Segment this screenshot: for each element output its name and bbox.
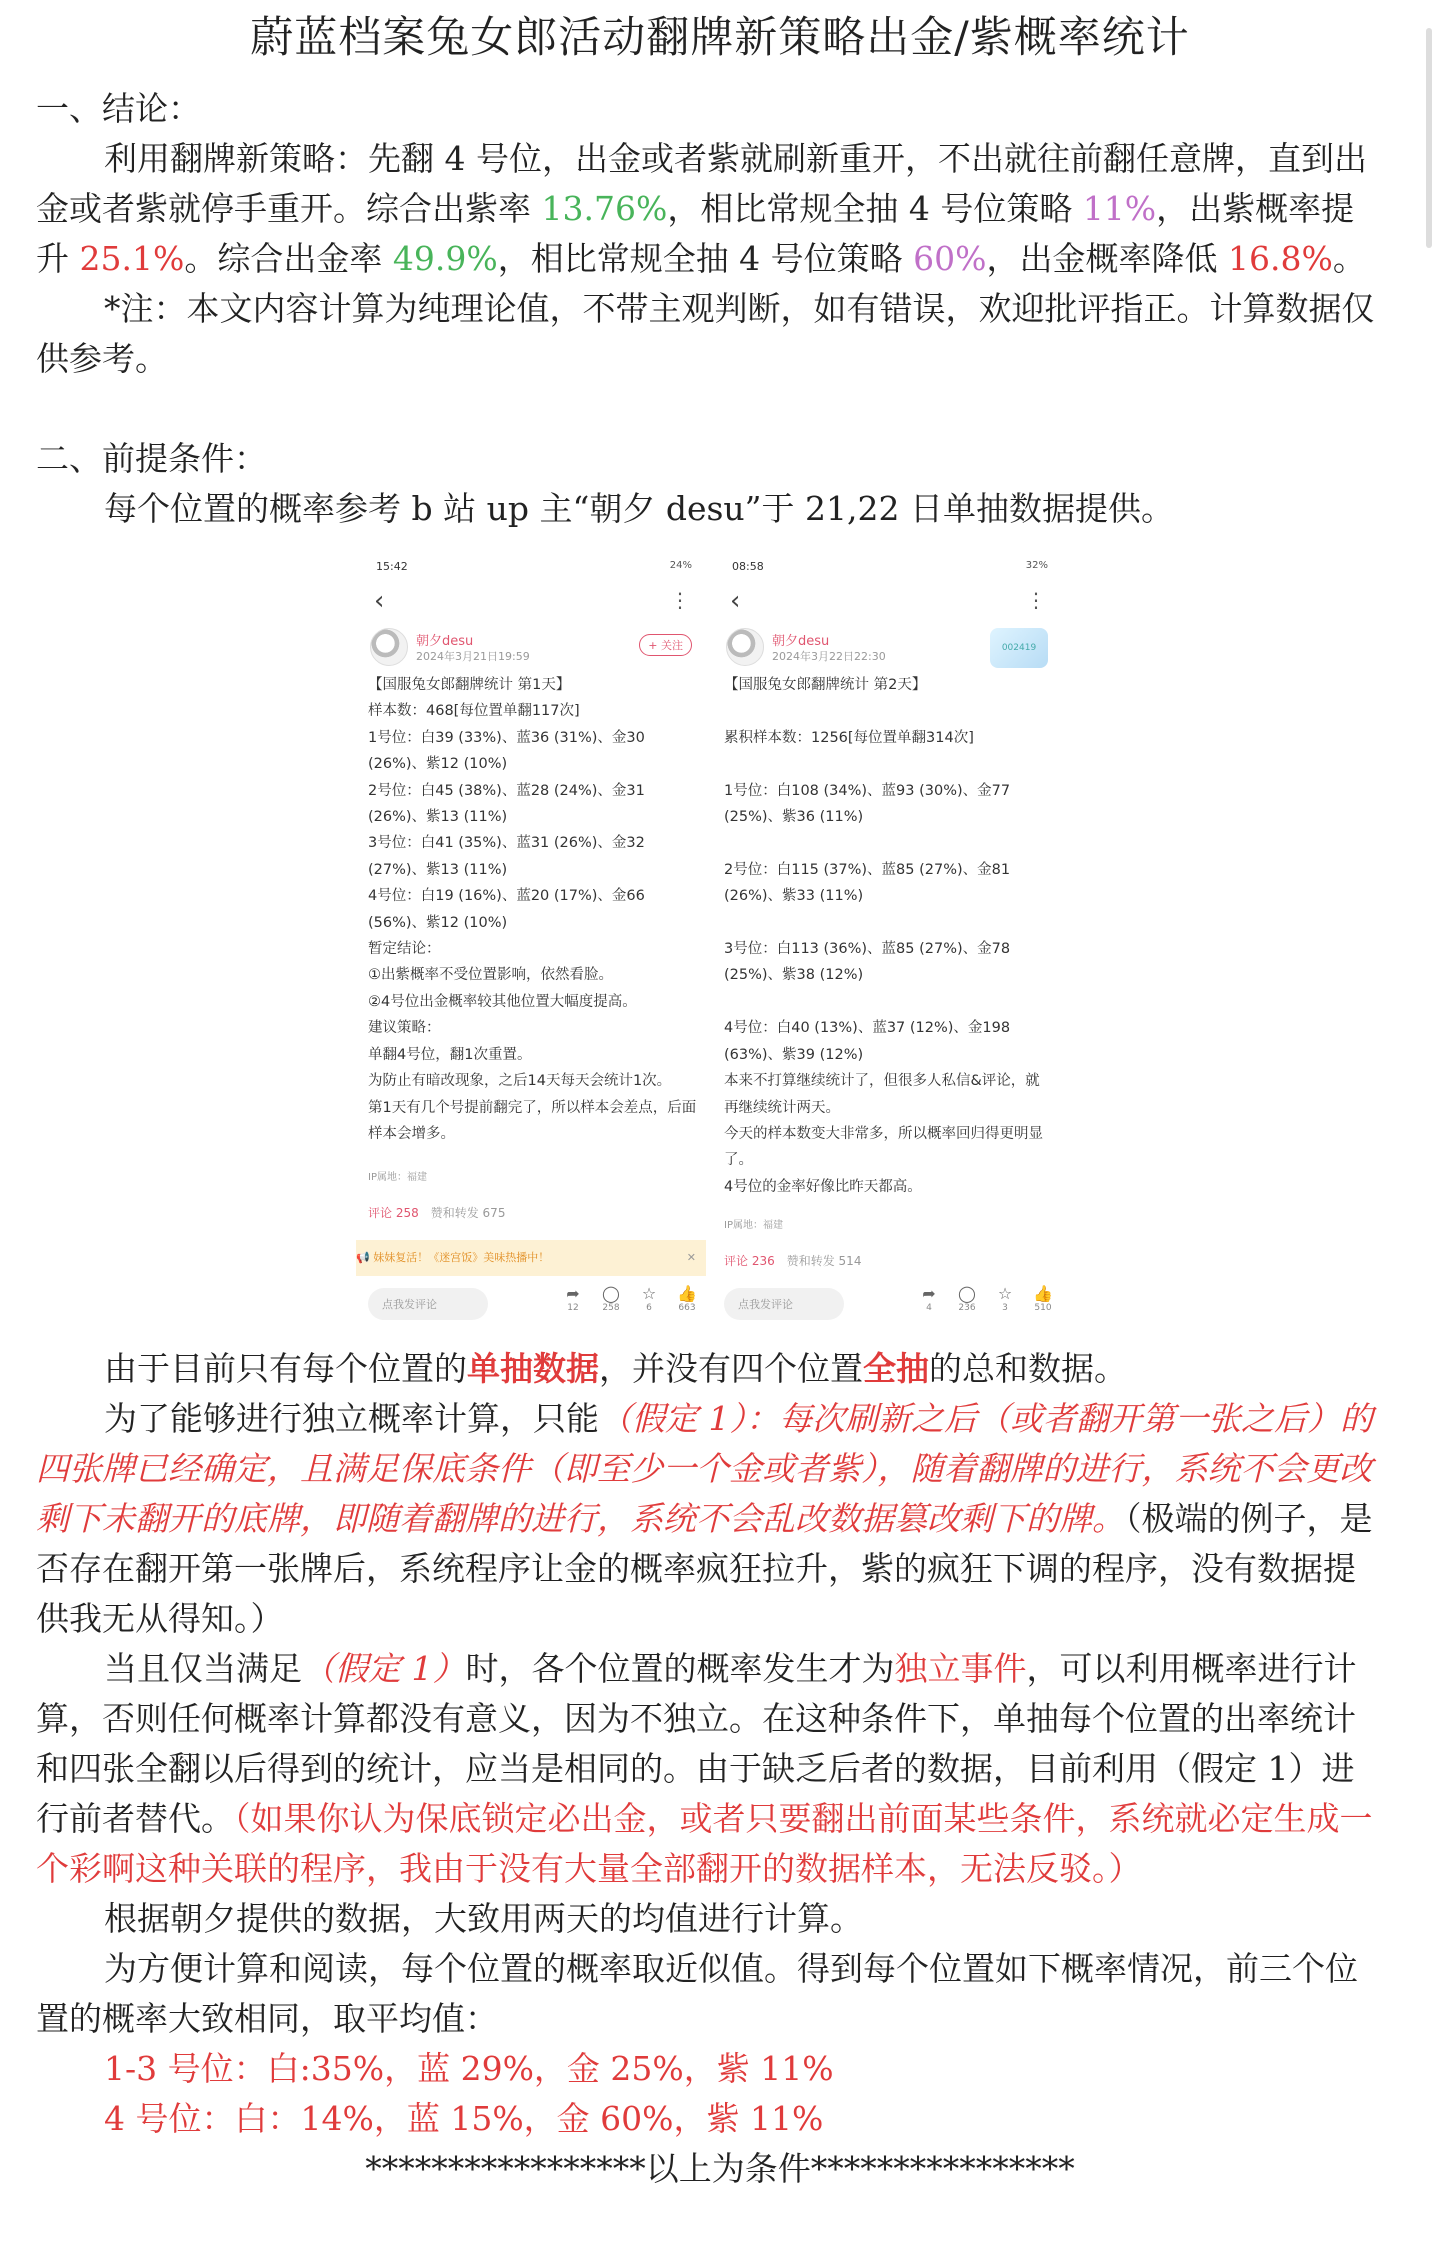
more-icon[interactable]: ⋮ [1026,588,1046,612]
like-icon[interactable]: 👍 663 [677,1284,697,1313]
status-time: 08:58 [732,560,764,573]
back-icon[interactable]: ‹ [374,586,385,616]
star-icon[interactable]: ☆ 6 [641,1284,657,1313]
back-icon[interactable]: ‹ [730,586,741,616]
section-2-heading: 二、前提条件： [36,439,267,478]
post-body: 【国服兔女郎翻牌统计 第2天】 累积样本数：1256[每位置单翻314次] 1号位：白108 (34%)、蓝93 (30%)、金77 (25%)、紫36 (11%) 2号位：白115 (37%)、蓝85 (27%)、金81 (26%)、紫33 (11%) 3号位：白113 (36%)、蓝85 (27%)、金78 (25%)、紫38 (12%) 4号位：白40 (13%)、蓝37 (12%)、金198 (63%)、紫39 (12%) 本来不打算继续统计了，但很多人私信&评论，就再继续统计两天。 今天的样本数变大非常多，所以概率回归得更明显了。 4号位的金率好像比昨天都高。 [724,677,1043,1195]
likes-tab[interactable]: 赞和转发 675 [430,1206,506,1220]
screenshot-day1 [356,548,706,1326]
comment-icon[interactable]: ◯ 258 [602,1284,620,1313]
post-stats [368,1204,505,1221]
ip-location: IP属地：福建 [368,1172,427,1183]
assumption-paragraph: 为了能够进行独立概率计算，只能（假定 1）：每次刷新之后（或者翻开第一张之后）的四张牌已经确定，且满足保底条件（即至少一个金或者紫），随着翻牌的进行，系统不会更改剩下未翻开的底牌，即随着翻牌的进行，系统不会乱改数据篡改剩下的牌。（极端的例子，是否存在翻开第一张牌后，系统程序让金的概率疯狂拉升，紫的疯狂下调的程序，没有数据提供我无从得知。） [36,1399,1373,1638]
post-date: 2024年3月21日19:59 [416,650,530,663]
action-bar [918,1284,1054,1313]
post-date: 2024年3月22日22:30 [772,650,886,663]
note-paragraph: *注：本文内容计算为纯理论值，不带主观判断，如有错误，欢迎批评指正。计算数据仅供参考。 [36,289,1375,378]
source-paragraph: 每个位置的概率参考 b 站 up 主“朝夕 desu”于 21,22 日单抽数据提供。 [104,489,1174,528]
comment-input[interactable]: 点我发评论 [368,1288,488,1320]
page-title: 蔚蓝档案兔女郎活动翻牌新策略出金/紫概率统计 [250,13,1190,63]
average-paragraph: 根据朝夕提供的数据，大致用两天的均值进行计算。 [104,1899,863,1938]
follow-button[interactable]: + 关注 [639,634,692,656]
probability-line-1-3: 1-3 号位：白:35%，蓝 29%，金 25%，紫 11% [104,2049,834,2088]
comment-icon[interactable]: ◯ 236 [958,1284,976,1313]
status-battery: 32% [1025,560,1048,571]
status-time: 15:42 [376,560,408,573]
comments-tab[interactable]: 评论 258 [368,1206,419,1220]
comments-tab[interactable]: 评论 236 [724,1254,775,1268]
conclusion-paragraph: 利用翻牌新策略：先翻 4 号位，出金或者紫就刷新重开，不出就往前翻任意牌，直到出金或者紫就停手重开。综合出紫率 13.76%，相比常规全抽 4 号位策略 11%，出紫概率提升 25.1%。综合出金率 49.9%，相比常规全抽 4 号位策略 60%，出金概率降低 16.8%。 [36,139,1367,278]
independence-paragraph: 当且仅当满足（假定 1）时，各个位置的概率发生才为独立事件，可以利用概率进行计算，否则任何概率计算都没有意义，因为不独立。在这种条件下，单抽每个位置的出率统计和四张全翻以后得到的统计，应当是相同的。由于缺乏后者的数据，目前利用（假定 1）进行前者替代。（如果你认为保底锁定必出金，或者只要翻出前面某些条件，系统就必定生成一个彩啊这种关联的程序，我由于没有大量全部翻开的数据样本，无法反驳。） [36,1649,1373,1888]
avatar[interactable] [726,628,764,666]
username[interactable]: 朝夕desu [772,634,830,649]
close-icon[interactable]: ✕ [686,1251,696,1264]
conditions-divider: *****************以上为条件**************** [365,2149,1075,2188]
action-bar [562,1284,698,1313]
probability-line-4: 4 号位：白：14%，蓝 15%，金 60%，紫 11% [104,2099,824,2138]
likes-tab[interactable]: 赞和转发 514 [786,1254,862,1268]
data-note-paragraph: 由于目前只有每个位置的单抽数据，并没有四个位置全抽的总和数据。 [104,1349,1127,1388]
share-icon[interactable]: ➦ 4 [922,1284,936,1313]
ip-location: IP属地：福建 [724,1220,783,1231]
approx-paragraph: 为方便计算和阅读，每个位置的概率取近似值。得到每个位置如下概率情况，前三个位置的概率大致相同，取平均值： [36,1949,1358,2038]
status-battery: 24% [669,560,692,571]
avatar[interactable] [370,628,408,666]
fan-badge: 002419 [990,628,1048,668]
comment-input[interactable]: 点我发评论 [724,1288,844,1320]
more-icon[interactable]: ⋮ [670,588,690,612]
post-body: 【国服兔女郎翻牌统计 第1天】 样本数：468[每位置单翻117次] 1号位：白39 (33%)、蓝36 (31%)、金30 (26%)、紫12 (10%) 2号位：白45 (38%)、蓝28 (24%)、金31 (26%)、紫13 (11%) 3号位：白41 (35%)、蓝31 (26%)、金32 (27%)、紫13 (11%) 4号位：白19 (16%)、蓝20 (17%)、金66 (56%)、紫12 (10%) 暂定结论： ①出紫概率不受位置影响，依然看脸。 ②4号位出金概率较其他位置大幅度提高。 建议策略： 单翻4号位，翻1次重置。 为防止有暗改现象，之后14天每天会统计1次。 第1天有几个号提前翻完了，所以样本会差点，后面样本会增多。 [368,677,697,1142]
speaker-icon: 📢 [356,1251,374,1264]
star-icon[interactable]: ☆ 3 [997,1284,1013,1313]
screenshot-day2 [712,548,1062,1326]
share-icon[interactable]: ➦ 12 [566,1284,580,1313]
post-stats [724,1252,861,1269]
username[interactable]: 朝夕desu [416,634,474,649]
section-1-heading: 一、结论： [36,89,201,128]
promo-banner[interactable]: 📢 妹妹复活！《迷宫饭》美味热播中！ ✕ [356,1240,706,1276]
like-icon[interactable]: 👍 510 [1033,1284,1053,1313]
